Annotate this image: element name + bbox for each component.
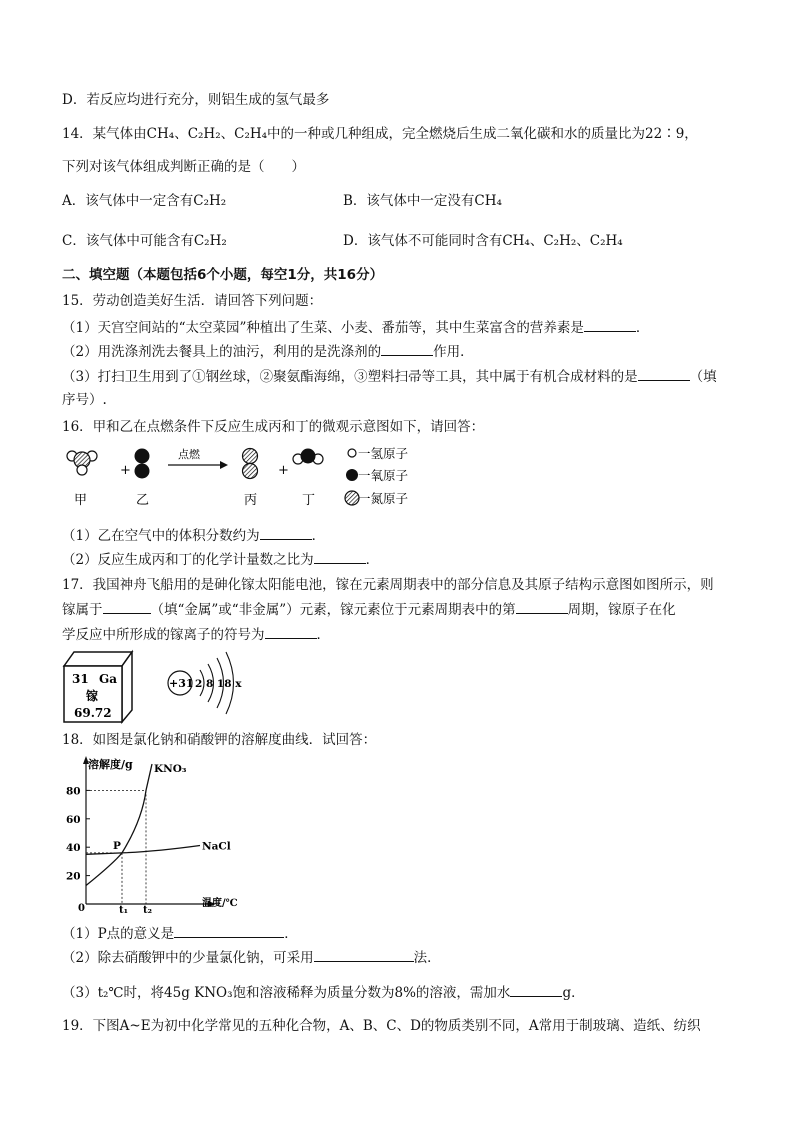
question-19: 19．下图A~E为初中化学常见的五种化合物，A、B、C、D的物质类别不同，A常用于制玻璃、造纸、纺织	[62, 1018, 701, 1034]
answer-blank[interactable]	[516, 600, 568, 614]
question-17-line2	[62, 600, 676, 619]
condition-label: 点燃	[178, 448, 200, 461]
origin-label: 0	[78, 903, 85, 914]
series-kno3-line	[86, 764, 152, 886]
question-18-3	[62, 983, 585, 1002]
question-16: 16．甲和乙在点燃条件下反应生成丙和丁的微观示意图如下，请回答：	[62, 419, 485, 435]
answer-blank[interactable]	[638, 367, 690, 381]
x-tick-label: t₁	[119, 905, 128, 914]
y-tick-label: 80	[66, 785, 81, 798]
q16-2-end: ．	[365, 552, 380, 568]
question-18-1	[62, 924, 298, 943]
q18-3-end: g．	[562, 985, 585, 1001]
q17-text-3: 周期，镓原子在化	[567, 602, 676, 618]
q16-1-end: ．	[311, 528, 326, 544]
periodic-cell	[64, 652, 132, 722]
molecule-ding	[293, 449, 323, 465]
question-15-1	[62, 318, 649, 337]
answer-blank[interactable]	[510, 983, 562, 997]
answer-blank[interactable]	[314, 550, 366, 564]
section-heading: 二、填空题（本题包括6个小题，每空1分，共16分）	[62, 267, 384, 283]
legend-hydrogen-icon	[348, 449, 356, 457]
q15-3-end: （填	[689, 369, 717, 385]
x-axis-label: 温度/℃	[202, 898, 238, 909]
y-tick-label: 40	[66, 842, 81, 855]
legend-nitrogen: 一氮原子	[358, 491, 409, 506]
element-symbol: Ga	[99, 672, 118, 686]
q17-text-1: 镓属于	[62, 602, 103, 618]
question-14-stem: 下列对该气体组成判断正确的是（ ）	[62, 159, 305, 175]
question-17: 17．我国神舟飞船用的是砷化镓太阳能电池，镓在元素周期表中的部分信息及其原子结构示意图如图所示，则	[62, 577, 714, 593]
series-kno3-label: KNO₃	[154, 763, 187, 775]
option-d-q14: D．该气体不可能同时含有CH₄、C₂H₂、C₂H₄	[343, 233, 623, 249]
molecule-jia	[67, 451, 97, 475]
q17-text-2: （填“金属”或“非金属”）元素，镓元素位于元素周期表中的第	[150, 602, 516, 618]
question-16-1	[62, 526, 325, 545]
label-jia: 甲	[74, 493, 88, 508]
electron-shells: 2 8 18 x	[195, 678, 242, 690]
option-c-q14: C．该气体中可能含有C₂H₂	[62, 233, 227, 249]
q18-3-text: （3）t₂℃时，将45g KNO₃饱和溶液稀释为质量分数为8%的溶液，需加水	[62, 985, 511, 1001]
q16-1-text: （1）乙在空气中的体积分数约为	[62, 528, 260, 544]
solubility-chart	[60, 756, 280, 914]
q18-2-text: （2）除去硝酸钾中的少量氯化钠，可采用	[62, 950, 314, 966]
nucleus-charge: +31	[169, 677, 194, 690]
atomic-mass: 69.72	[74, 706, 112, 720]
option-a-q14: A．该气体中一定含有C₂H₂	[62, 193, 227, 209]
answer-blank[interactable]	[314, 948, 414, 962]
question-17-line3	[62, 625, 330, 644]
label-yi: 乙	[136, 493, 150, 508]
plus-sign: +	[120, 463, 131, 478]
q17-end: ．	[316, 627, 330, 643]
question-15-3-cont: 序号）.	[62, 392, 107, 408]
legend-nitrogen-icon	[345, 491, 359, 505]
answer-blank[interactable]	[381, 342, 433, 356]
q18-2-end: 法．	[413, 950, 441, 966]
reaction-diagram	[60, 444, 430, 514]
gallium-figure	[62, 648, 242, 724]
answer-blank[interactable]	[103, 600, 151, 614]
q18-1-end: ．	[284, 926, 298, 942]
legend-oxygen-icon	[346, 469, 358, 481]
plus-sign: +	[278, 463, 289, 478]
label-ding: 丁	[302, 493, 316, 508]
q15-2-end: 作用．	[433, 344, 474, 360]
series-nacl-label: NaCl	[202, 840, 231, 853]
molecule-yi	[135, 449, 150, 479]
q18-1-text: （1）P点的意义是	[62, 926, 175, 942]
q15-2-text: （2）用洗涤剂洗去餐具上的油污，利用的是洗涤剂的	[62, 344, 382, 360]
answer-blank[interactable]	[174, 924, 284, 938]
q15-1-end: ．	[635, 320, 650, 336]
q16-2-text: （2）反应生成丙和丁的化学计量数之比为	[62, 552, 314, 568]
answer-blank[interactable]	[584, 318, 636, 332]
question-18: 18．如图是氯化钠和硝酸钾的溶解度曲线．试回答：	[62, 732, 377, 748]
q15-1-text: （1）天宫空间站的“太空菜园”种植出了生菜、小麦、番茄等，其中生菜富含的营养素是	[62, 320, 584, 336]
atomic-number: 31	[72, 672, 89, 686]
question-16-2	[62, 550, 379, 569]
molecule-bing	[243, 449, 258, 479]
question-15: 15．劳动创造美好生活．请回答下列问题：	[62, 293, 323, 309]
atom-structure	[168, 652, 242, 714]
label-bing: 丙	[244, 493, 258, 508]
q15-3-text: （3）打扫卫生用到了①钢丝球，②聚氨酯海绵，③塑料扫帚等工具，其中属于有机合成材料的是	[62, 369, 638, 385]
legend-hydrogen: 一氢原子	[358, 446, 409, 461]
question-15-2	[62, 342, 474, 361]
legend-oxygen: 一氧原子	[358, 468, 409, 483]
q17-text-4: 学反应中所形成的镓离子的符号为	[62, 627, 265, 643]
answer-blank[interactable]	[265, 625, 317, 639]
option-b-q14: B．该气体中一定没有CH₄	[343, 193, 502, 209]
element-name: 镓	[86, 689, 99, 703]
y-tick-label: 60	[66, 813, 81, 826]
question-18-2	[62, 948, 441, 967]
y-axis-label: 溶解度/g	[88, 758, 133, 771]
answer-blank[interactable]	[260, 526, 312, 540]
x-tick-label: t₂	[143, 905, 152, 914]
option-d-q13: D．若反应均进行充分，则铝生成的氢气最多	[62, 92, 330, 108]
question-15-3	[62, 367, 717, 386]
point-p-label: P	[113, 839, 121, 852]
question-14: 14．某气体由CH₄、C₂H₂、C₂H₄中的一种或几种组成，完全燃烧后生成二氧化碳和水的质量比为22∶9，	[62, 126, 698, 142]
y-tick-label: 20	[66, 870, 81, 883]
